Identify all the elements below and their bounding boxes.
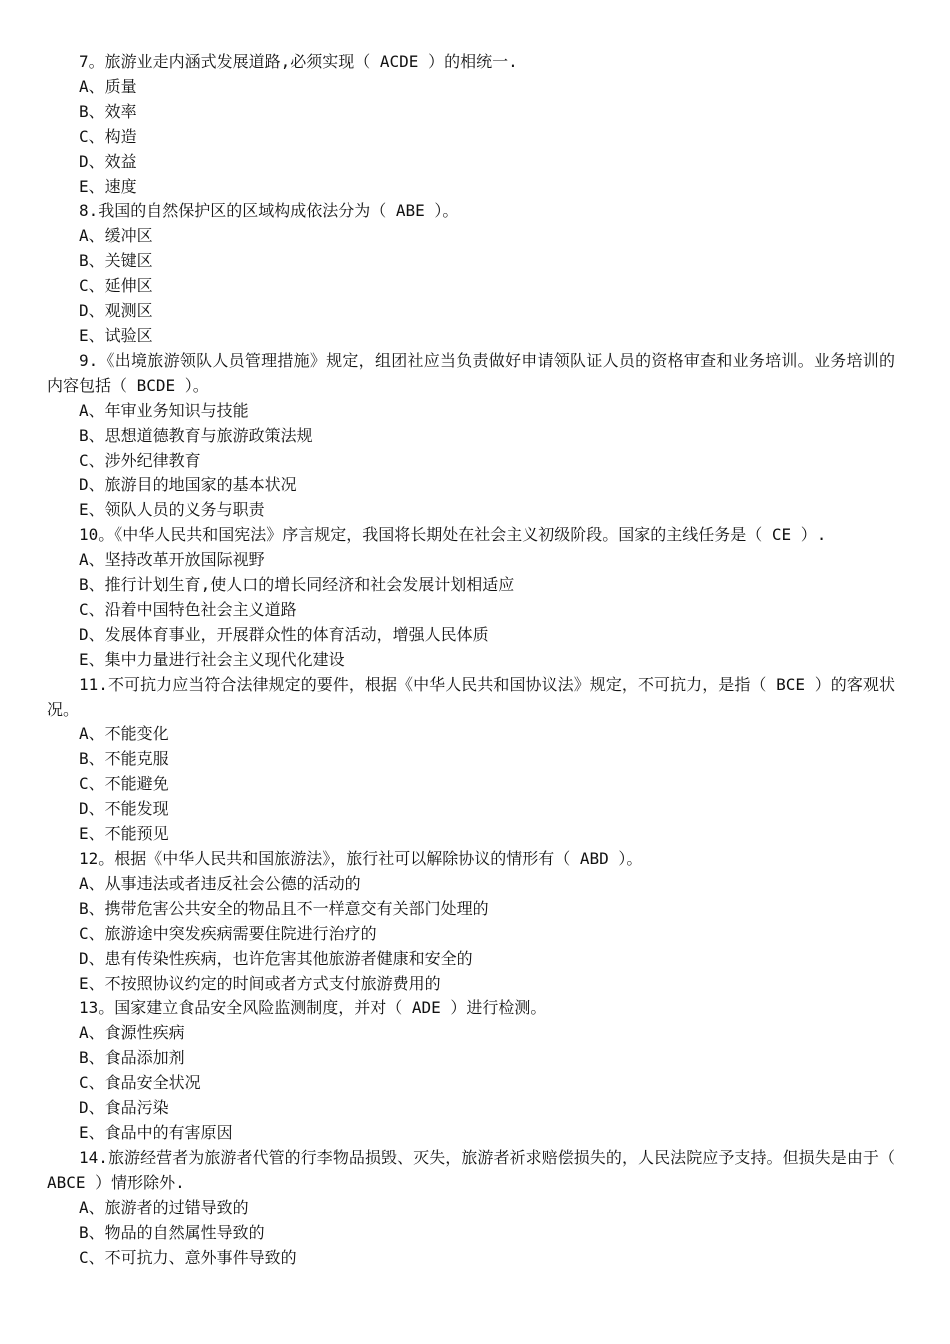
option-d: D、效益 bbox=[79, 151, 137, 171]
option-c: C、沿着中国特色社会主义道路 bbox=[79, 599, 297, 619]
option-e: E、试验区 bbox=[79, 325, 153, 345]
question-stem: 14.旅游经营者为旅游者代管的行李物品损毁、灭失，旅游者祈求赔偿损失的，人民法院应予支持。但损失是由于（ ABCE ）情形除外. bbox=[47, 1147, 895, 1192]
question-stem: 11.不可抗力应当符合法律规定的要件，根据《中华人民共和国协议法》规定，不可抗力，是指（ BCE ）的客观状况。 bbox=[47, 674, 895, 719]
option-b: B、食品添加剂 bbox=[79, 1048, 185, 1068]
option-e: E、不能预见 bbox=[79, 824, 169, 844]
option-e: E、食品中的有害原因 bbox=[79, 1122, 233, 1142]
option-c: C、延伸区 bbox=[79, 276, 153, 296]
option-a: A、食源性疾病 bbox=[79, 1023, 185, 1043]
option-c: C、不能避免 bbox=[79, 774, 169, 794]
question-stem: 8.我国的自然保护区的区域构成依法分为（ ABE ）。 bbox=[79, 201, 459, 221]
option-a: A、旅游者的过错导致的 bbox=[79, 1197, 249, 1217]
option-a: A、坚持改革开放国际视野 bbox=[79, 550, 265, 570]
question-13 bbox=[0, 996, 950, 1145]
option-e: E、集中力量进行社会主义现代化建设 bbox=[79, 649, 345, 669]
question-stem: 9.《出境旅游领队人员管理措施》规定，组团社应当负责做好申请领队证人员的资格审查和业务培训。业务培训的内容包括（ BCDE ）。 bbox=[47, 350, 895, 395]
question-8 bbox=[0, 199, 950, 348]
question-stem: 13。国家建立食品安全风险监测制度，并对（ ADE ）进行检测。 bbox=[79, 998, 547, 1018]
option-a: A、从事违法或者违反社会公德的活动的 bbox=[79, 873, 361, 893]
question-11 bbox=[0, 673, 950, 847]
option-d: D、不能发现 bbox=[79, 799, 169, 819]
option-c: C、旅游途中突发疾病需要住院进行治疗的 bbox=[79, 923, 377, 943]
option-d: D、旅游目的地国家的基本状况 bbox=[79, 475, 297, 495]
option-c: C、涉外纪律教育 bbox=[79, 450, 201, 470]
option-c: C、构造 bbox=[79, 126, 137, 146]
option-a: A、质量 bbox=[79, 76, 137, 96]
option-a: A、不能变化 bbox=[79, 724, 169, 744]
option-e: E、速度 bbox=[79, 176, 137, 196]
option-b: B、携带危害公共安全的物品且不一样意交有关部门处理的 bbox=[79, 898, 489, 918]
option-a: A、年审业务知识与技能 bbox=[79, 400, 249, 420]
option-b: B、推行计划生育,使人口的增长同经济和社会发展计划相适应 bbox=[79, 575, 515, 595]
option-c: C、不可抗力、意外事件导致的 bbox=[79, 1247, 297, 1267]
question-stem: 7。旅游业走内涵式发展道路,必须实现（ ACDE ）的相统一. bbox=[79, 52, 518, 71]
option-d: D、发展体育事业，开展群众性的体育活动，增强人民体质 bbox=[79, 624, 489, 644]
option-b: B、效率 bbox=[79, 101, 137, 121]
option-b: B、不能克服 bbox=[79, 749, 169, 769]
option-a: A、缓冲区 bbox=[79, 226, 153, 246]
question-7 bbox=[0, 50, 950, 199]
option-e: E、不按照协议约定的时间或者方式支付旅游费用的 bbox=[79, 973, 441, 993]
option-d: D、患有传染性疾病，也许危害其他旅游者健康和安全的 bbox=[79, 948, 473, 968]
option-d: D、食品污染 bbox=[79, 1098, 169, 1118]
question-stem: 10。《中华人民共和国宪法》序言规定，我国将长期处在社会主义初级阶段。国家的主线任务是（ CE ）. bbox=[79, 525, 827, 545]
question-9 bbox=[0, 349, 950, 523]
option-c: C、食品安全状况 bbox=[79, 1073, 201, 1093]
question-10 bbox=[0, 523, 950, 672]
option-b: B、物品的自然属性导致的 bbox=[79, 1222, 265, 1242]
question-stem: 12。根据《中华人民共和国旅游法》，旅行社可以解除协议的情形有（ ABD ）。 bbox=[79, 849, 643, 868]
option-b: B、关键区 bbox=[79, 251, 153, 271]
question-14 bbox=[0, 1146, 950, 1271]
option-e: E、领队人员的义务与职责 bbox=[79, 500, 265, 520]
option-b: B、思想道德教育与旅游政策法规 bbox=[79, 425, 313, 445]
option-d: D、观测区 bbox=[79, 301, 153, 321]
question-12 bbox=[0, 847, 950, 996]
